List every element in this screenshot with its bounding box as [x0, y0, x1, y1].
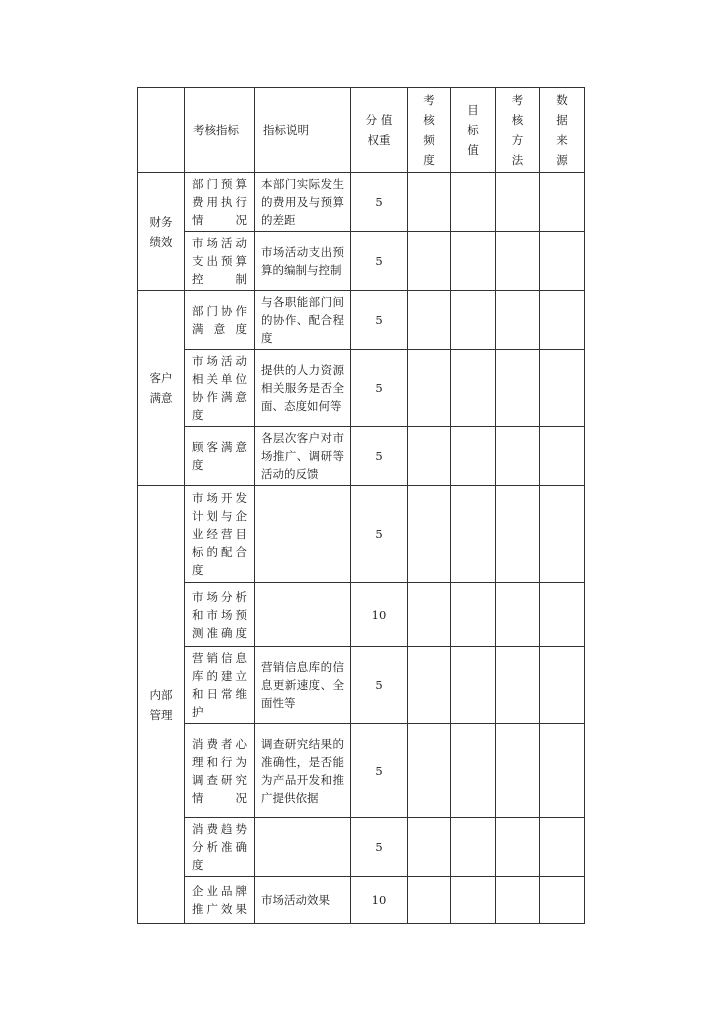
table-row [138, 818, 585, 877]
frequency-cell [408, 427, 451, 486]
target-cell [451, 647, 496, 724]
weight-cell: 5 [351, 724, 408, 818]
target-cell [451, 486, 496, 583]
target-cell [451, 427, 496, 486]
method-cell [496, 877, 540, 924]
description-cell: 调查研究结果的准确性，是否能为产品开发和推广提供依据 [255, 724, 351, 818]
frequency-cell [408, 724, 451, 818]
source-cell [540, 350, 585, 427]
table-row [138, 724, 585, 818]
source-cell [540, 291, 585, 350]
target-cell [451, 232, 496, 291]
table-row [138, 291, 585, 350]
header-source [540, 88, 585, 173]
indicator-cell: 市场开发计划与企业经营目标的配合度 [185, 486, 255, 583]
table-row [138, 350, 585, 427]
target-cell [451, 350, 496, 427]
header-method [496, 88, 540, 173]
method-cell [496, 427, 540, 486]
category-cell [138, 486, 185, 924]
header-weight [351, 88, 408, 173]
indicator-cell: 顾客满意度 [185, 427, 255, 486]
header-source-text: 数据来源 [556, 93, 568, 167]
weight-cell: 10 [351, 583, 408, 647]
indicator-cell: 部门协作满意度 [185, 291, 255, 350]
description-cell: 市场活动效果 [255, 877, 351, 924]
category-label: 财务 绩效 [149, 214, 173, 249]
indicator-cell: 营销信息库的建立和日常维护 [185, 647, 255, 724]
indicator-cell: 消费趋势分析准确度 [185, 818, 255, 877]
table-row [138, 232, 585, 291]
header-row [138, 88, 585, 173]
kpi-table [137, 87, 585, 924]
header-method-text: 考核方法 [511, 93, 524, 167]
frequency-cell [408, 486, 451, 583]
frequency-cell [408, 232, 451, 291]
source-cell [540, 724, 585, 818]
header-frequency [408, 88, 451, 173]
weight-cell: 5 [351, 291, 408, 350]
table-row [138, 877, 585, 924]
description-cell: 本部门实际发生的费用及与预算的差距 [255, 173, 351, 232]
target-cell [451, 818, 496, 877]
method-cell [496, 818, 540, 877]
target-cell [451, 724, 496, 818]
frequency-cell [408, 877, 451, 924]
weight-cell: 5 [351, 232, 408, 291]
weight-cell: 5 [351, 486, 408, 583]
method-cell [496, 350, 540, 427]
header-target [451, 88, 496, 173]
weight-cell: 5 [351, 427, 408, 486]
weight-cell: 10 [351, 877, 408, 924]
category-label: 内部 管理 [149, 687, 173, 722]
header-weight-text: 分 值 权重 [365, 113, 393, 147]
description-cell [255, 583, 351, 647]
method-cell [496, 724, 540, 818]
source-cell [540, 647, 585, 724]
indicator-cell: 部门预算费用执行情况 [185, 173, 255, 232]
source-cell [540, 232, 585, 291]
source-cell [540, 173, 585, 232]
weight-cell: 5 [351, 818, 408, 877]
description-cell: 各层次客户对市场推广、调研等活动的反馈 [255, 427, 351, 486]
target-cell [451, 583, 496, 647]
method-cell [496, 647, 540, 724]
category-cell [138, 291, 185, 486]
indicator-cell: 市场分析和市场预测准确度 [185, 583, 255, 647]
category-cell [138, 173, 185, 291]
weight-cell: 5 [351, 173, 408, 232]
weight-cell: 5 [351, 350, 408, 427]
target-cell [451, 173, 496, 232]
source-cell [540, 877, 585, 924]
description-cell [255, 818, 351, 877]
target-cell [451, 291, 496, 350]
source-cell [540, 427, 585, 486]
category-label: 客户 满意 [149, 371, 173, 405]
table-row [138, 583, 585, 647]
table-row [138, 427, 585, 486]
frequency-cell [408, 350, 451, 427]
description-cell: 营销信息库的信息更新速度、全面性等 [255, 647, 351, 724]
frequency-cell [408, 173, 451, 232]
indicator-cell: 企业品牌推广效果 [185, 877, 255, 924]
method-cell [496, 232, 540, 291]
header-category [138, 88, 185, 173]
indicator-cell: 市场活动相关单位协作满意度 [185, 350, 255, 427]
indicator-cell: 市场活动支出预算控制 [185, 232, 255, 291]
table-row [138, 173, 585, 232]
description-cell: 与各职能部门间的协作、配合程度 [255, 291, 351, 350]
target-cell [451, 877, 496, 924]
method-cell [496, 583, 540, 647]
header-indicator: 考核指标 [185, 88, 255, 173]
description-cell: 市场活动支出预算的编制与控制 [255, 232, 351, 291]
frequency-cell [408, 291, 451, 350]
frequency-cell [408, 647, 451, 724]
table-row [138, 486, 585, 583]
frequency-cell [408, 583, 451, 647]
weight-cell: 5 [351, 647, 408, 724]
frequency-cell [408, 818, 451, 877]
method-cell [496, 173, 540, 232]
method-cell [496, 291, 540, 350]
header-description: 指标说明 [255, 88, 351, 173]
indicator-cell: 消费者心理和行为调查研究情况 [185, 724, 255, 818]
description-cell [255, 486, 351, 583]
header-target-text: 目标值 [467, 103, 479, 157]
header-frequency-text: 考核频度 [423, 93, 435, 167]
description-cell: 提供的人力资源相关服务是否全面、态度如何等 [255, 350, 351, 427]
source-cell [540, 486, 585, 583]
method-cell [496, 486, 540, 583]
table-row [138, 647, 585, 724]
source-cell [540, 583, 585, 647]
source-cell [540, 818, 585, 877]
